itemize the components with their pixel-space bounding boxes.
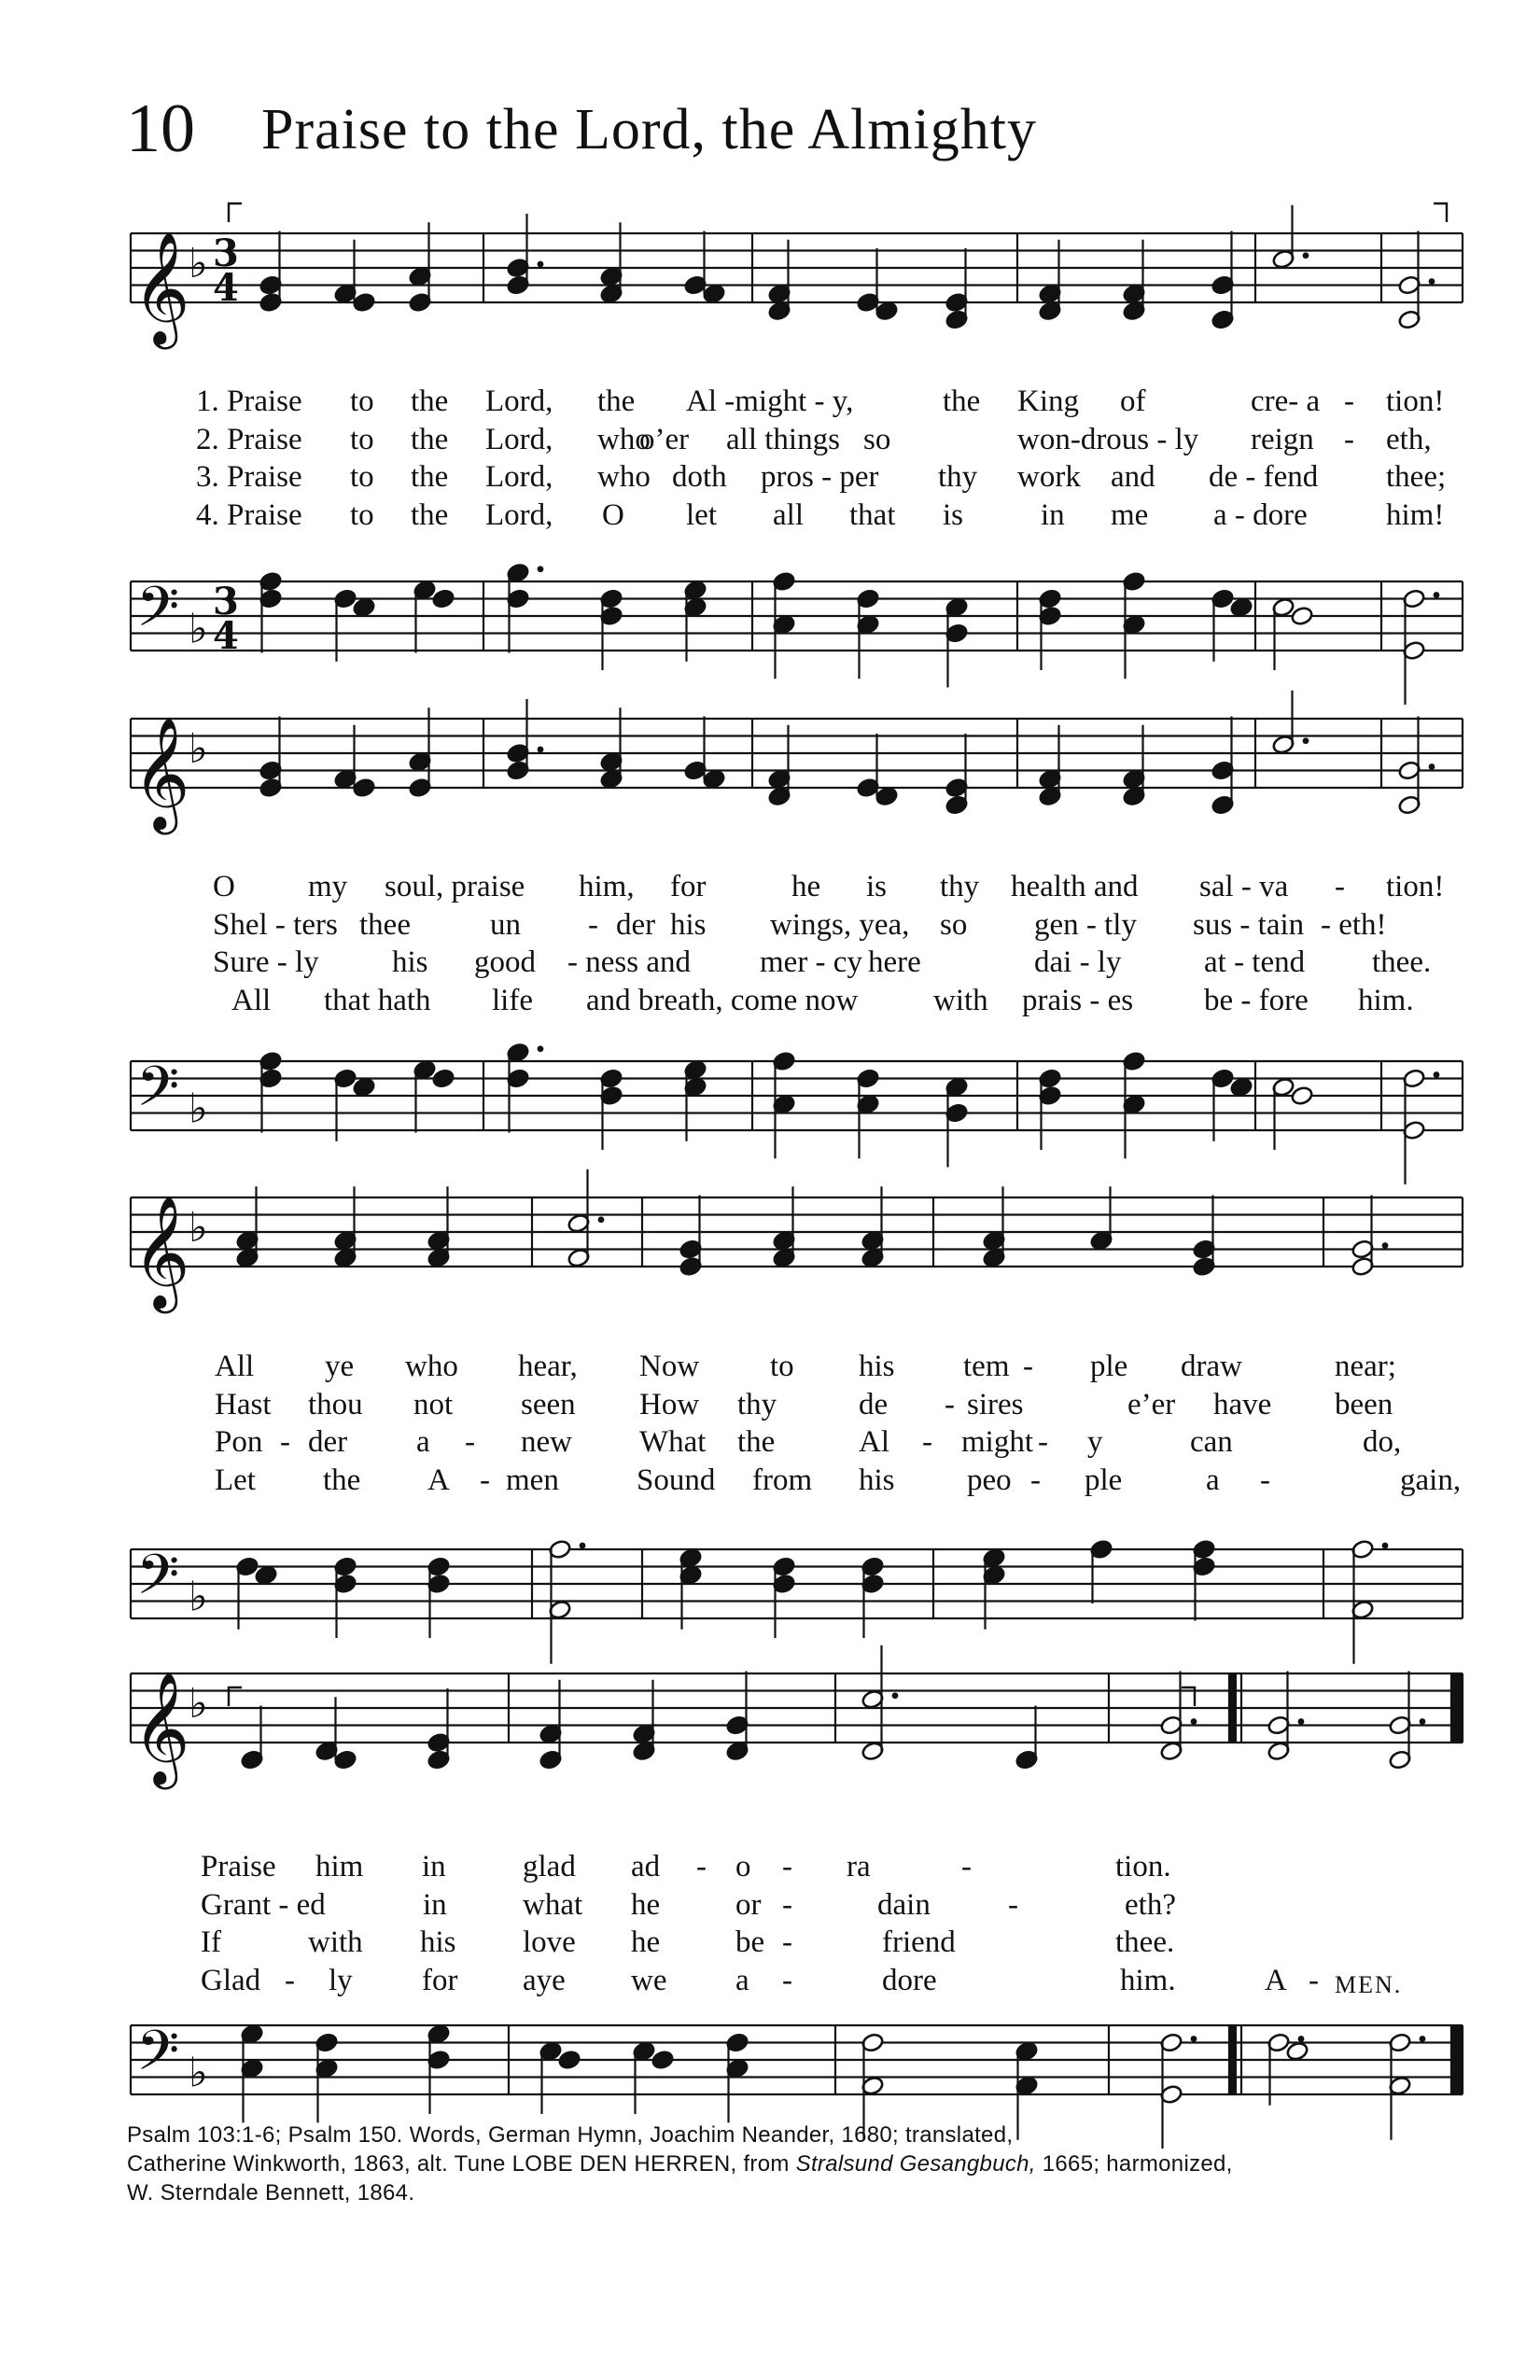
lyric-syllable: -: [1335, 870, 1345, 903]
lyric-syllable: is: [943, 497, 964, 532]
treble-clef-icon: 𝄞: [133, 716, 190, 830]
dot-icon: [1191, 1718, 1197, 1725]
dot-icon: [538, 566, 544, 572]
lyric-syllable: 3. Praise: [196, 460, 302, 494]
lyric-syllable: draw: [1181, 1350, 1242, 1383]
lyric-syllable: sires: [967, 1387, 1024, 1421]
lyric-syllable: might: [961, 1425, 1034, 1459]
lyric-syllable: for: [670, 870, 707, 903]
lyric-syllable: -: [696, 1850, 707, 1883]
amen-barline: [1229, 1673, 1237, 1743]
lyric-syllable: 2. Praise: [196, 422, 302, 456]
dot-icon: [1429, 763, 1435, 770]
filled-note-icon: [1229, 597, 1253, 618]
lyric-syllable: thee: [359, 907, 411, 942]
lyric-syllable: Sound: [637, 1463, 716, 1497]
lyric-syllable: How: [639, 1387, 700, 1421]
verse-3-line: [0, 458, 1540, 497]
filled-note-icon: [702, 284, 725, 304]
dot-icon: [538, 261, 544, 268]
lyric-syllable: Lord,: [485, 460, 553, 494]
lyric-syllable: seen: [521, 1387, 576, 1421]
lyric-syllable: health and: [1011, 870, 1139, 903]
lyric-syllable: What: [639, 1425, 707, 1459]
lyric-syllable: -: [961, 1850, 972, 1883]
verse-3-line: [0, 1423, 1540, 1462]
lyric-syllable: If: [201, 1925, 221, 1959]
lyric-syllable: dain: [877, 1887, 931, 1922]
lyrics-system2: [0, 868, 1540, 1019]
lyric-syllable: -: [782, 1850, 792, 1883]
lyric-syllable: work: [1017, 460, 1081, 494]
lyric-syllable: un: [490, 907, 521, 942]
hymn-title: Praise to the Lord, the Almighty: [261, 98, 1038, 161]
lyric-syllable: dore: [882, 1963, 937, 1997]
lyric-syllable: gain,: [1400, 1463, 1462, 1497]
verse-4-line: [0, 497, 1540, 535]
lyrics-system3: [0, 1348, 1540, 1499]
lyric-syllable: him,: [579, 870, 635, 903]
lyric-syllable: thee.: [1372, 945, 1432, 979]
lyric-syllable: King: [1017, 385, 1079, 418]
lyric-syllable: reign: [1251, 422, 1314, 456]
bracket-mark: [229, 203, 242, 222]
lyric-syllable: to: [350, 460, 374, 494]
lyric-syllable: sus - tain: [1193, 907, 1305, 942]
lyric-syllable: -: [782, 1887, 792, 1922]
lyric-syllable: can: [1190, 1425, 1233, 1459]
lyric-syllable: sal - va: [1199, 870, 1289, 903]
treble-clef-icon: 𝄞: [133, 1671, 190, 1785]
lyric-syllable: thee;: [1386, 460, 1447, 494]
bass-clef-icon: 𝄢: [136, 2018, 180, 2096]
lyric-syllable: a: [416, 1425, 430, 1459]
lyric-syllable: he: [631, 1887, 661, 1922]
lyric-syllable: what: [523, 1887, 583, 1922]
lyric-syllable: let: [686, 497, 717, 532]
dot-icon: [892, 1692, 899, 1699]
lyric-syllable: do,: [1363, 1425, 1402, 1459]
lyric-syllable: from: [752, 1463, 813, 1497]
dot-icon: [1429, 278, 1435, 285]
lyric-syllable: mer - cy: [760, 945, 862, 979]
lyric-syllable: tion!: [1386, 385, 1445, 418]
lyric-syllable: to: [350, 422, 374, 456]
lyric-syllable: glad: [523, 1850, 576, 1883]
lyric-syllable: thy: [938, 460, 978, 494]
lyric-syllable: A: [1265, 1963, 1287, 1997]
flat-sign-icon: ♭: [189, 1204, 208, 1252]
lyric-syllable: -: [285, 1963, 295, 1997]
bracket-mark: [1434, 203, 1447, 222]
bass-clef-icon: 𝄢: [136, 1542, 180, 1620]
lyric-syllable: the: [737, 1425, 776, 1459]
filled-note-icon: [702, 769, 725, 790]
lyric-syllable: with: [933, 983, 988, 1017]
lyric-syllable: all: [773, 497, 804, 532]
filled-note-icon: [875, 786, 898, 806]
verse-3-line: [0, 1924, 1540, 1962]
lyric-syllable: thee.: [1115, 1925, 1175, 1959]
lyric-syllable: -: [782, 1925, 792, 1959]
lyric-syllable: be: [735, 1925, 765, 1959]
lyric-syllable: his: [859, 1350, 895, 1383]
filled-note-icon: [651, 2050, 674, 2070]
lyric-syllable: that hath: [324, 983, 431, 1017]
lyric-syllable: the: [323, 1463, 361, 1497]
lyric-syllable: ra: [847, 1850, 871, 1883]
lyric-syllable: thy: [737, 1387, 777, 1421]
lyric-syllable: peo: [967, 1463, 1012, 1497]
lyric-syllable: tem: [963, 1350, 1010, 1383]
lyric-syllable: Al: [859, 1425, 889, 1459]
source-book-title: Stralsund Gesangbuch,: [795, 2151, 1036, 2177]
lyric-syllable: for: [422, 1963, 458, 1997]
lyric-syllable: -: [280, 1425, 290, 1459]
filled-note-icon: [352, 597, 375, 618]
lyric-syllable: friend: [882, 1925, 956, 1959]
lyric-syllable: MEN.: [1335, 1970, 1403, 1998]
final-barline: [1452, 1673, 1462, 1743]
lyric-syllable: -: [1030, 1463, 1041, 1497]
lyric-syllable: der: [616, 907, 656, 942]
lyric-syllable: eth?: [1125, 1887, 1176, 1922]
bass-clef-icon: 𝄢: [136, 574, 180, 652]
lyric-syllable: pros - per: [761, 460, 879, 494]
lyric-syllable: life: [492, 983, 533, 1017]
amen-barline: [1229, 2025, 1237, 2094]
lyric-syllable: who: [405, 1350, 458, 1383]
lyric-syllable: in: [422, 1850, 446, 1883]
lyric-syllable: him!: [1386, 497, 1445, 532]
dot-icon: [598, 1216, 605, 1223]
lyric-syllable: to: [350, 497, 374, 532]
verse-3-line: [0, 944, 1540, 982]
flat-sign-icon: ♭: [189, 1680, 208, 1728]
verse-2-line: [0, 906, 1540, 945]
lyric-syllable: his: [392, 945, 428, 979]
lyric-syllable: wings, yea,: [770, 907, 910, 942]
treble-clef-icon: 𝄞: [133, 231, 190, 344]
verse-1-line: [0, 383, 1540, 421]
lyric-syllable: -: [1008, 1887, 1018, 1922]
hymn-number: 10: [126, 91, 195, 167]
lyric-syllable: so: [940, 907, 968, 942]
flat-sign-icon: ♭: [189, 1573, 208, 1621]
lyric-syllable: -: [782, 1963, 792, 1997]
time-signature-top: 3: [213, 580, 239, 623]
lyric-syllable: here: [868, 945, 921, 979]
lyric-syllable: Praise: [201, 1850, 276, 1883]
lyric-syllable: aye: [523, 1963, 566, 1997]
lyric-syllable: -: [465, 1425, 475, 1459]
lyric-syllable: tion!: [1386, 870, 1445, 903]
lyric-syllable: -: [480, 1463, 490, 1497]
filled-note-icon: [352, 1077, 375, 1098]
half-note-icon: [1290, 1085, 1313, 1106]
lyric-syllable: be - fore: [1204, 983, 1309, 1017]
lyric-syllable: his: [859, 1463, 895, 1497]
treble-clef-icon: 𝄞: [133, 1195, 190, 1309]
lyric-syllable: near;: [1335, 1350, 1396, 1383]
lyric-syllable: -: [1260, 1463, 1270, 1497]
lyric-syllable: good: [474, 945, 536, 979]
flat-sign-icon: ♭: [189, 725, 208, 773]
lyric-syllable: gen - tly: [1034, 907, 1137, 942]
lyric-syllable: Lord,: [485, 385, 553, 418]
lyric-syllable: he: [791, 870, 821, 903]
lyric-syllable: who: [597, 460, 651, 494]
filled-note-icon: [352, 777, 375, 798]
lyric-syllable: -: [1344, 422, 1354, 456]
lyric-syllable: -: [945, 1387, 955, 1421]
lyric-syllable: in: [423, 1887, 447, 1922]
lyric-syllable: Pon: [215, 1425, 263, 1459]
lyric-syllable: won-drous - ly: [1017, 422, 1199, 456]
lyric-syllable: a: [1206, 1463, 1220, 1497]
lyric-syllable: a - dore: [1213, 497, 1308, 532]
lyric-syllable: Let: [215, 1463, 256, 1497]
lyric-syllable: tion.: [1115, 1850, 1171, 1883]
lyric-syllable: him.: [1120, 1963, 1176, 1997]
lyric-syllable: ye: [325, 1350, 355, 1383]
lyric-syllable: the: [943, 385, 981, 418]
lyric-syllable: in: [1041, 497, 1065, 532]
lyric-syllable: - ness and: [567, 945, 691, 979]
lyric-syllable: Now: [639, 1350, 700, 1383]
lyric-syllable: the: [411, 422, 449, 456]
dot-icon: [1382, 1543, 1389, 1549]
bass-clef-icon: 𝄢: [136, 1054, 180, 1132]
lyric-syllable: at - tend: [1204, 945, 1306, 979]
lyric-syllable: my: [308, 870, 348, 903]
dot-icon: [1434, 1071, 1440, 1078]
lyric-syllable: y: [1087, 1425, 1103, 1459]
dot-icon: [580, 1543, 586, 1549]
dot-icon: [1382, 1242, 1389, 1249]
time-signature-bottom: 4: [213, 614, 239, 658]
lyric-syllable: of: [1120, 385, 1146, 418]
lyric-syllable: thy: [940, 870, 980, 903]
lyric-syllable: soul, praise: [385, 870, 525, 903]
credits-line-2-end: 1665; harmonized,: [1035, 2151, 1233, 2177]
lyric-syllable: A: [427, 1463, 450, 1497]
dot-icon: [538, 1045, 544, 1052]
lyric-syllable: hear,: [518, 1350, 578, 1383]
lyric-syllable: been: [1335, 1387, 1393, 1421]
dot-icon: [1420, 2036, 1426, 2042]
lyric-syllable: the: [411, 460, 449, 494]
dot-icon: [538, 747, 544, 753]
lyric-syllable: Sure - ly: [213, 945, 319, 979]
verse-1-line: [0, 1848, 1540, 1886]
lyric-syllable: his: [670, 907, 707, 942]
lyric-syllable: new: [521, 1425, 572, 1459]
filled-note-icon: [875, 301, 898, 321]
lyric-syllable: thou: [308, 1387, 363, 1421]
lyric-syllable: the: [411, 497, 449, 532]
half-note-icon: [1285, 2041, 1309, 2062]
lyric-syllable: prais - es: [1022, 983, 1134, 1017]
lyrics-system1: [0, 383, 1540, 534]
half-note-icon: [1290, 606, 1313, 626]
dot-icon: [1298, 1718, 1305, 1725]
lyric-syllable: and: [1111, 460, 1155, 494]
verse-4-line: [0, 1462, 1540, 1500]
lyric-syllable: -: [1038, 1425, 1048, 1459]
lyric-syllable: with: [308, 1925, 363, 1959]
lyric-syllable: to: [770, 1350, 794, 1383]
lyric-syllable: de: [859, 1387, 889, 1421]
lyric-syllable: -: [1344, 385, 1354, 418]
dot-icon: [1420, 1718, 1426, 1725]
lyric-syllable: to: [350, 385, 374, 418]
lyric-syllable: doth: [672, 460, 727, 494]
lyric-syllable: Lord,: [485, 422, 553, 456]
lyric-syllable: him: [315, 1850, 364, 1883]
verse-2-line: [0, 421, 1540, 459]
lyric-syllable: All: [231, 983, 272, 1017]
filled-note-icon: [557, 2050, 581, 2070]
verse-1-line: [0, 868, 1540, 906]
lyric-syllable: -: [1309, 1963, 1319, 1997]
lyric-syllable: dai - ly: [1034, 945, 1122, 979]
credits-footer: [127, 2121, 1471, 2207]
lyric-syllable: o: [735, 1850, 751, 1883]
lyric-syllable: Al -might - y,: [686, 385, 854, 418]
lyric-syllable: ple: [1085, 1463, 1123, 1497]
lyric-syllable: he: [631, 1925, 661, 1959]
lyric-syllable: and breath, come now: [586, 983, 859, 1017]
lyric-syllable: all things: [726, 422, 840, 456]
dot-icon: [1298, 2036, 1305, 2042]
credits-line-2: [127, 2149, 1471, 2178]
lyric-syllable: O: [602, 497, 624, 532]
lyric-syllable: me: [1111, 497, 1149, 532]
lyric-syllable: e’er: [1127, 1387, 1176, 1421]
lyric-syllable: him.: [1358, 983, 1414, 1017]
credits-line-2-text: Catherine Winkworth, 1863, alt. Tune LOBE DEN HERREN, from: [127, 2151, 796, 2177]
dot-icon: [1434, 592, 1440, 598]
verse-2-line: [0, 1886, 1540, 1925]
lyric-syllable: that: [849, 497, 896, 532]
lyric-syllable: his: [420, 1925, 456, 1959]
lyric-syllable: we: [631, 1963, 667, 1997]
time-signature-bottom: 4: [213, 266, 239, 310]
flat-sign-icon: ♭: [189, 605, 208, 653]
verse-1-line: [0, 1348, 1540, 1386]
lyric-syllable: the: [597, 385, 636, 418]
lyric-syllable: a: [735, 1963, 749, 1997]
lyric-syllable: 4. Praise: [196, 497, 302, 532]
lyric-syllable: so: [863, 422, 891, 456]
credits-line-1: Psalm 103:1-6; Psalm 150. Words, German Hymn, Joachim Neander, 1680; translated,: [127, 2122, 1014, 2148]
flat-sign-icon: ♭: [189, 2049, 208, 2097]
time-signature-top: 3: [213, 231, 239, 275]
lyric-syllable: o’er: [639, 422, 690, 456]
verse-4-line: [0, 1962, 1540, 2000]
flat-sign-icon: ♭: [189, 240, 208, 287]
lyric-syllable: the: [411, 385, 449, 418]
lyric-syllable: -: [922, 1425, 932, 1459]
verse-4-line: [0, 982, 1540, 1020]
lyric-syllable: eth,: [1386, 422, 1432, 456]
lyric-syllable: Glad: [201, 1963, 261, 1997]
lyric-syllable: not: [413, 1387, 454, 1421]
lyric-syllable: ad: [631, 1850, 661, 1883]
lyric-syllable: have: [1213, 1387, 1272, 1421]
lyric-syllable: 1. Praise: [196, 385, 302, 418]
lyrics-system4: [0, 1848, 1540, 1999]
flat-sign-icon: ♭: [189, 1085, 208, 1133]
final-barline: [1452, 2025, 1462, 2094]
filled-note-icon: [333, 1749, 357, 1770]
filled-note-icon: [431, 1068, 455, 1088]
lyric-syllable: cre- a: [1251, 385, 1321, 418]
lyric-syllable: men: [506, 1463, 559, 1497]
lyric-syllable: or: [735, 1887, 762, 1922]
dot-icon: [1303, 737, 1309, 744]
filled-note-icon: [1229, 1077, 1253, 1098]
lyric-syllable: is: [866, 870, 888, 903]
lyric-syllable: Shel - ters: [213, 907, 338, 942]
dot-icon: [1191, 2036, 1197, 2042]
lyric-syllable: O: [213, 870, 235, 903]
lyric-syllable: ly: [329, 1963, 353, 1997]
filled-note-icon: [254, 1565, 277, 1586]
lyric-syllable: love: [523, 1925, 576, 1959]
lyric-syllable: who: [597, 422, 651, 456]
verse-2-line: [0, 1386, 1540, 1424]
lyric-syllable: de - fend: [1209, 460, 1319, 494]
lyric-syllable: - eth!: [1321, 907, 1387, 942]
filled-note-icon: [352, 292, 375, 313]
lyric-syllable: All: [215, 1350, 255, 1383]
filled-note-icon: [431, 588, 455, 609]
lyric-syllable: -: [1023, 1350, 1033, 1383]
credits-line-3: W. Sterndale Bennett, 1864.: [127, 2180, 415, 2205]
dot-icon: [1303, 252, 1309, 259]
lyric-syllable: Hast: [215, 1387, 272, 1421]
lyric-syllable: Grant - ed: [201, 1887, 326, 1922]
lyric-syllable: ple: [1090, 1350, 1128, 1383]
lyric-syllable: Lord,: [485, 497, 553, 532]
lyric-syllable: -: [588, 907, 598, 942]
lyric-syllable: der: [308, 1425, 348, 1459]
